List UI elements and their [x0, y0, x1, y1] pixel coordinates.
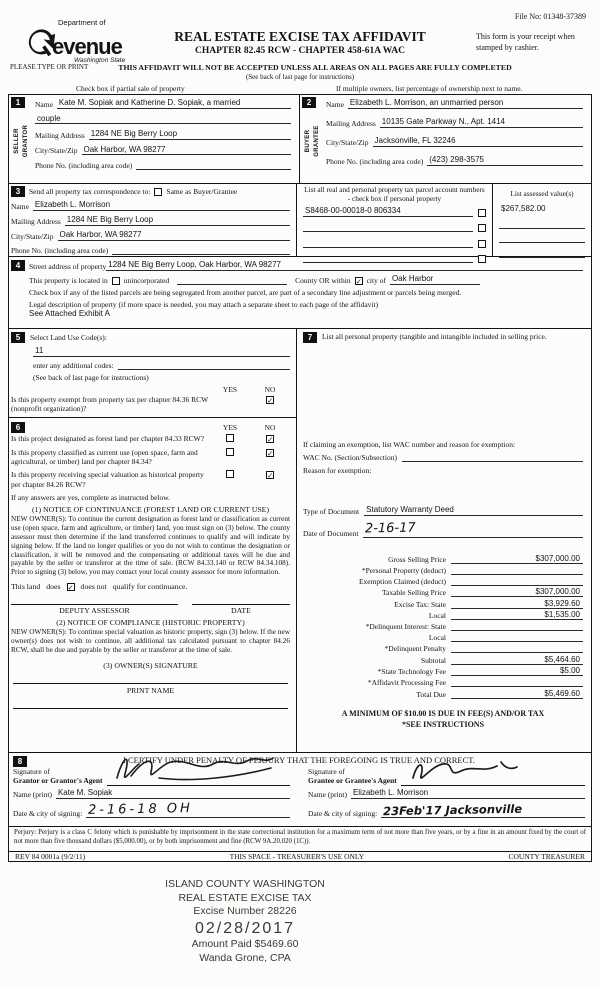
amount-row: Gross Selling Price $307,000.00 — [303, 554, 583, 564]
corr-mailing-field[interactable]: 1284 NE Big Berry Loop — [65, 215, 290, 226]
assessed-value-field[interactable] — [499, 219, 585, 229]
grantor-signature — [107, 748, 277, 788]
section-land-use — [9, 329, 296, 418]
parcel-number-field[interactable] — [303, 222, 473, 232]
amount-row: Excise Tax: State $3,929.60 — [303, 599, 583, 609]
section-6-badge: 6 — [11, 422, 25, 433]
seller-city-label: City/State/Zip — [35, 146, 78, 156]
section-5-badge: 5 — [11, 332, 25, 343]
section-2-badge: 2 — [302, 97, 316, 108]
print-name-label: PRINT NAME — [126, 685, 175, 695]
amount-row: *State Technology Fee $5.00 — [303, 666, 583, 676]
corr-phone-label: Phone No. (including area code) — [11, 246, 109, 256]
yes-header: YES — [222, 384, 238, 394]
county-field[interactable] — [177, 276, 287, 285]
same-as-buyer-checkbox[interactable] — [154, 188, 162, 196]
excise-tax-state-field[interactable]: $3,929.60 — [451, 599, 583, 609]
taxable-selling-price-field[interactable]: $307,000.00 — [451, 587, 583, 597]
amount-row: *Personal Property (deduct) — [303, 565, 583, 575]
delinquent-penalty-field[interactable] — [451, 644, 583, 654]
if-yes-note: If any answers are yes, complete as instructed below. — [11, 493, 171, 503]
forest-no-checkbox[interactable]: ✓ — [267, 435, 274, 445]
seller-name-field-line2[interactable]: couple — [35, 114, 291, 125]
parcel-row — [303, 222, 486, 232]
land-use-column — [9, 329, 297, 752]
grantee-signature — [401, 754, 521, 788]
total-due-field[interactable]: $5,469.60 — [451, 689, 583, 699]
section-tax-correspondence — [9, 184, 591, 257]
deputy-date-signline[interactable]: DATE — [192, 604, 290, 615]
logo-state-text: Washington State — [74, 57, 126, 64]
does-option: does — [46, 582, 61, 592]
affidavit-processing-fee-field[interactable] — [451, 678, 583, 688]
forest-land-question: Is this project designated as forest land per chapter 84.33 RCW? — [11, 434, 205, 444]
buyer-name-label: Name — [326, 99, 344, 109]
historic-yes-checkbox[interactable] — [226, 470, 234, 478]
county-or-within-label: County OR within — [295, 275, 351, 285]
exempt-no-checkbox[interactable]: ✓ — [267, 395, 274, 405]
buyer-mailing-label: Mailing Address — [326, 118, 376, 128]
date-of-document-label: Date of Document — [303, 528, 359, 538]
land-use-label: Select Land Use Code(s): — [30, 333, 107, 342]
amount-row: Exemption Claimed (deduct) — [303, 576, 583, 586]
street-address-label: Street address of property — [29, 262, 107, 271]
delinquent-interest-state-field[interactable] — [451, 622, 583, 632]
assessed-values-box — [493, 184, 591, 256]
amount-row: Taxable Selling Price $307,000.00 — [303, 587, 583, 597]
current-use-yes-checkbox[interactable] — [226, 448, 234, 456]
file-number: File No: 01348-37389 — [514, 12, 586, 21]
seller-city-field[interactable]: Oak Harbor, WA 98277 — [82, 145, 292, 156]
send-correspondence-label: Send all property tax correspondence to: — [29, 187, 151, 196]
gross-selling-price-field[interactable]: $307,000.00 — [451, 554, 583, 564]
grantee-date-field[interactable]: 23Feb'17 Jacksonville — [381, 804, 585, 819]
see-back-instructions: (See back of last page for instructions) — [33, 372, 149, 382]
county-treasurer-label: COUNTY TREASURER — [508, 852, 585, 861]
corr-city-field[interactable]: Oak Harbor, WA 98277 — [58, 230, 291, 241]
personal-property-deduct-field[interactable] — [451, 565, 583, 575]
parcel-personal-checkbox[interactable] — [478, 240, 486, 248]
subtotal-field[interactable]: $5,464.60 — [451, 655, 583, 665]
city-checkbox[interactable]: ✓ — [355, 276, 362, 286]
buyer-phone-field[interactable]: (423) 298-3575 — [427, 155, 583, 166]
receipt-note: This form is your receipt when stamped by cashier. — [476, 32, 575, 52]
please-type-note: PLEASE TYPE OR PRINT — [10, 63, 89, 71]
yes-header: YES — [222, 423, 238, 433]
amount-row: *Delinquent Interest: State — [303, 622, 583, 632]
grantor-name-field[interactable]: Kate M. Sopiak — [56, 788, 290, 799]
parcel-row — [303, 206, 486, 217]
does-not-option: does not — [80, 582, 107, 592]
no-header: NO — [264, 423, 276, 433]
forest-yes-checkbox[interactable] — [226, 434, 234, 442]
stamp-amount-paid: Amount Paid $5469.60 — [191, 938, 299, 951]
section-certification — [9, 753, 591, 827]
buyer-grantee-side-label: BUYER GRANTEE — [305, 125, 320, 157]
buyer-city-label: City/State/Zip — [326, 137, 369, 147]
buyer-grantee-box — [300, 95, 591, 183]
type-of-document-field[interactable]: Statutory Warranty Deed — [364, 505, 583, 516]
no-header: NO — [264, 384, 276, 394]
personal-property-column — [297, 329, 591, 752]
grantee-sig-label: Signature of Grantee or Grantee's Agent — [308, 767, 397, 786]
delinquent-interest-local-field[interactable] — [451, 633, 583, 643]
multiple-owners-note: If multiple owners, list percentage of ownership next to name. — [336, 84, 523, 93]
owner-signature-line[interactable] — [13, 670, 288, 684]
additional-codes-label: enter any additional codes: — [33, 360, 114, 370]
same-as-buyer-label: Same as Buyer/Grantee — [166, 187, 238, 196]
grantor-date-label: Date & city of signing: — [13, 809, 83, 819]
stamp-county-line: ISLAND COUNTY WASHINGTON — [165, 878, 325, 890]
rev-number: REV 84 0001a (9/2/11) — [15, 852, 86, 861]
buyer-city-field[interactable]: Jacksonville, FL 32246 — [373, 136, 584, 147]
warning-note: THIS AFFIDAVIT WILL NOT BE ACCEPTED UNLESS ALL AREAS ON ALL PAGES ARE FULLY COMPLETED — [118, 63, 512, 72]
seller-phone-label: Phone No. (including area code) — [35, 161, 133, 171]
stamp-cashier-name: Wanda Grone, CPA — [199, 951, 291, 964]
section-property-address — [9, 257, 591, 329]
notice-compliance-title: (2) NOTICE OF COMPLIANCE (HISTORIC PROPERTY) — [56, 618, 245, 628]
grantor-name-label: Name (print) — [13, 789, 52, 799]
amount-row: Local — [303, 633, 583, 643]
treasurer-space-label: THIS SPACE - TREASURER'S USE ONLY — [229, 852, 365, 861]
corr-mailing-label: Mailing Address — [11, 216, 61, 226]
section-1-badge: 1 — [11, 97, 25, 108]
grantee-signature-line[interactable] — [401, 768, 585, 786]
print-name-line[interactable] — [13, 695, 288, 709]
amount-row: Subtotal $5,464.60 — [303, 655, 583, 665]
grantor-signature-line[interactable] — [107, 768, 290, 786]
assessed-value-field[interactable]: $267,582.00 — [501, 204, 546, 214]
form-body — [8, 94, 592, 862]
section-7-badge: 7 — [303, 332, 317, 343]
exemption-note: If claiming an exemption, list WAC number and reason for exemption: — [303, 440, 516, 449]
notice-continuance-body: NEW OWNER(S): To continue the current designation as forest land or classification as current use (open space, farm and agriculture, or timber) land, you must sign on (3) below. The county assessor must then determine if the land transferred continues to qualify and will indicate by signing below. If the land no longer qualifies or you do not wish to continue the designation or classification, it will be removed and the compensating or additional taxes will be due and payable by the seller or transferor at the time of sale. (RCW 84.33.140 or RCW 84.34.108). Prior to signing (3) below, you may contact your local county assessor for more information. — [11, 515, 290, 577]
seller-grantor-side-label: SELLER GRANTOR — [14, 124, 29, 157]
land-use-code-field[interactable]: 11 — [33, 346, 290, 357]
dor-logo — [26, 18, 136, 64]
historic-question: Is this property receiving special valuation as historical property per chapter 84.26 RCW? — [11, 470, 204, 489]
wac-field[interactable] — [402, 452, 583, 462]
stamp-date: 02/28/2017 — [194, 919, 296, 937]
legal-description-label: Legal description of property (if more space is needed, you may attach a separate sheet to each page of the affidavit) — [29, 299, 379, 309]
parcel-number-field[interactable]: S8468-00-00018-0 806334 — [303, 206, 473, 217]
stamp-excise-number: Excise Number 28226 — [193, 905, 297, 918]
amount-row: *Affidavit Processing Fee — [303, 678, 583, 688]
city-of-label: city of — [366, 275, 386, 285]
parcel-number-field[interactable] — [303, 238, 473, 248]
excise-tax-local-field[interactable]: $1,535.00 — [451, 610, 583, 620]
corr-name-label: Name — [11, 201, 29, 211]
notice-continuance-title: (1) NOTICE OF CONTINUANCE (FOREST LAND OR CURRENT USE) — [31, 505, 270, 515]
state-technology-fee-field[interactable]: $5.00 — [451, 666, 583, 676]
logo-department-text: Department of — [58, 18, 106, 27]
see-instructions-note: *SEE INSTRUCTIONS — [401, 720, 485, 730]
grantor-signature-block — [13, 767, 290, 818]
grantee-date-label: Date & city of signing: — [308, 809, 378, 819]
seller-name-field[interactable]: Kate M. Sopiak and Katherine D. Sopiak, a married — [57, 98, 291, 109]
located-in-label: This property is located in — [29, 275, 108, 285]
city-name-field[interactable]: Oak Harbor — [390, 274, 480, 285]
assessed-header: List assessed value(s) — [510, 189, 574, 198]
exemption-claimed-field[interactable] — [451, 576, 583, 586]
buyer-phone-label: Phone No. (including area code) — [326, 156, 424, 166]
current-use-no-checkbox[interactable]: ✓ — [267, 448, 274, 458]
grantee-signature-block — [308, 767, 585, 818]
stamp-tax-line: REAL ESTATE EXCISE TAX — [178, 891, 312, 904]
unincorporated-checkbox[interactable] — [112, 277, 120, 285]
reason-exemption-label: Reason for exemption: — [303, 466, 372, 475]
section-3-badge: 3 — [11, 186, 25, 197]
seller-name-label: Name — [35, 99, 53, 109]
grantor-sig-label: Signature of Grantor or Grantor's Agent — [13, 767, 103, 786]
grantee-name-label: Name (print) — [308, 789, 347, 799]
assessed-value-field[interactable] — [499, 233, 585, 243]
logo-revenue-text: evenue — [52, 34, 122, 60]
parcel-personal-checkbox[interactable] — [478, 224, 486, 232]
section-seller-buyer — [9, 95, 591, 184]
section-classification — [9, 418, 296, 752]
unincorporated-label: unincorporated — [123, 275, 170, 285]
type-of-document-label: Type of Document — [303, 506, 360, 516]
seller-mailing-field[interactable]: 1284 NE Big Berry Loop — [89, 129, 291, 140]
parcel-personal-checkbox[interactable] — [478, 209, 486, 217]
section-4-badge: 4 — [11, 260, 25, 271]
additional-codes-field[interactable] — [118, 360, 290, 370]
grantee-name-field[interactable]: Elizabeth L. Morrison — [351, 788, 585, 799]
parcel-header: List all real and personal property tax parcel account numbers - check box if personal property — [304, 185, 485, 204]
seller-phone-field[interactable] — [136, 160, 291, 170]
owner-signature-label: (3) OWNER(S) SIGNATURE — [103, 660, 198, 670]
amount-row: Local $1,535.00 — [303, 610, 583, 620]
amount-row: Total Due $5,469.60 — [303, 689, 583, 699]
perjury-note: Perjury: Perjury is a class C felony which is punishable by imprisonment in the state correctional institution for a maximum term of not more than five years, or by a fine in an amount fixed by the court of not more than five thousand dollars ($5,000.00), or by both imprisonment and fine (RCW 9A.20.020 (1C)). — [14, 829, 586, 845]
date-of-document-field[interactable]: 2-16-17 — [363, 520, 583, 538]
treasurer-stamp — [95, 878, 395, 965]
wac-label: WAC No. (Section/Subsection) — [303, 453, 397, 462]
section-landuse-and-tax — [9, 329, 591, 753]
parcel-row — [303, 238, 486, 248]
historic-no-checkbox[interactable]: ✓ — [267, 471, 274, 481]
buyer-mailing-field[interactable]: 10135 Gate Parkway N., Apt. 1414 — [380, 117, 583, 128]
personal-property-note: List all personal property (tangible and intangible included in selling price. — [322, 332, 547, 341]
qualify-line: This land does ✓ does not qualify for continuance. — [11, 582, 188, 592]
parcel-numbers-box — [297, 184, 493, 256]
street-address-field[interactable]: 1284 NE Big Berry Loop, Oak Harbor, WA 98277 — [106, 260, 583, 271]
form-subtitle: CHAPTER 82.45 RCW - CHAPTER 458-61A WAC — [195, 46, 405, 56]
buyer-name-field[interactable]: Elizabeth L. Morrison, an unmarried person — [348, 98, 583, 109]
exempt-question: Is this property exempt from property tax per chapter 84.36 RCW (nonprofit organization)? — [11, 394, 209, 413]
deputy-assessor-signline[interactable]: DEPUTY ASSESSOR — [11, 604, 178, 615]
notice-compliance-body: NEW OWNER(S): To continue special valuation as historic property, sign (3) below. If the new owner(s) does not wish to continue, all additional tax calculated pursuant to chapter 84.26 RCW, shall be due and payable by the seller or transferor at the time of sale. — [11, 628, 290, 654]
see-back-note: (See back of last page for instructions) — [245, 73, 355, 81]
form-footer — [9, 851, 591, 861]
corr-phone-field[interactable] — [112, 245, 290, 255]
grantor-date-field[interactable]: 2-16-18 OH — [86, 802, 290, 819]
seller-grantor-box — [9, 95, 300, 183]
seller-mailing-label: Mailing Address — [35, 130, 85, 140]
section-8-badge: 8 — [13, 756, 27, 767]
correspondence-box — [9, 184, 297, 256]
minimum-due-note: A MINIMUM OF $10.00 IS DUE IN FEE(S) AND/OR TAX — [341, 709, 545, 719]
certify-statement: I CERTIFY UNDER PENALTY OF PERJURY THAT THE FOREGOING IS TRUE AND CORRECT. — [123, 755, 475, 765]
legal-description-field[interactable]: See Attached Exhibit A — [29, 308, 110, 318]
form-title: REAL ESTATE EXCISE TAX AFFIDAVIT — [174, 29, 426, 44]
corr-city-label: City/State/Zip — [11, 231, 54, 241]
segregated-note: Check box if any of the listed parcels are being segregated from another parcel, are part of a secondary line adjustment or parcels being merged. — [29, 287, 462, 297]
does-not-checkbox[interactable]: ✓ — [67, 582, 74, 592]
partial-sale-note: Check box if partial sale of property — [76, 84, 185, 93]
current-use-question: Is this property classified as current use (open space, farm and agricultural, or timber) land per chapter 84.34? — [11, 447, 198, 467]
amount-row: *Delinquent Penalty — [303, 644, 583, 654]
corr-name-field[interactable]: Elizabeth L. Morrison — [33, 200, 290, 211]
